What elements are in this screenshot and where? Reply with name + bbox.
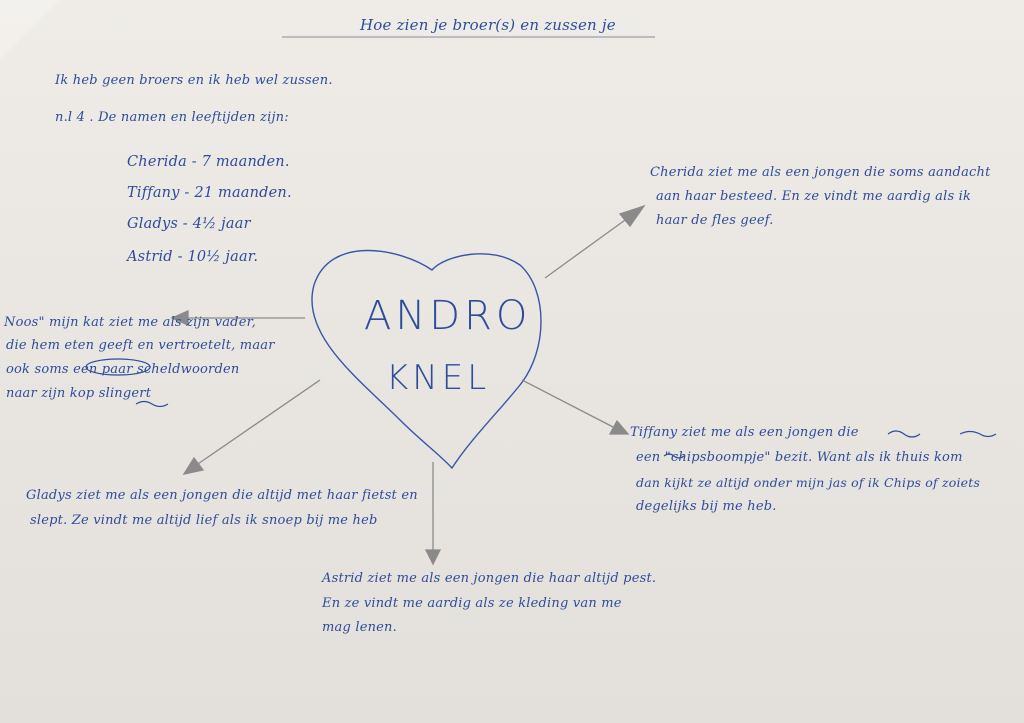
note-gladys-line-2: slept. Ze vindt me altijd lief als ik snoep bij me heb [30, 513, 378, 528]
note-tiffany-line-4: degelijks bij me heb. [636, 499, 777, 514]
arrow-gladys [184, 380, 320, 474]
note-cherida-line-1: Cherida ziet me als een jongen die soms aandacht [650, 165, 991, 180]
intro-line-2: n.l 4 . De namen en leeftijden zijn: [55, 110, 289, 125]
note-astrid-line-1: Astrid ziet me als een jongen die haar altijd pest. [322, 571, 657, 586]
arrow-astrid [426, 462, 440, 564]
note-noos-line-4: naar zijn kop slingert [6, 386, 152, 401]
heart-name-first: ANDRO [364, 293, 532, 339]
page-title: Hoe zien je broer(s) en zussen je [360, 16, 616, 34]
arrow-cherida [545, 206, 644, 278]
heart-name-last: KNEL [386, 358, 491, 398]
note-tiffany-line-1: Tiffany ziet me als een jongen die [630, 425, 859, 440]
arrow-tiffany [522, 380, 628, 434]
note-noos-line-3: ook soms een paar scheldwoorden [6, 362, 240, 377]
sibling-tiffany: Tiffany - 21 maanden. [127, 185, 292, 201]
sibling-astrid: Astrid - 10½ jaar. [127, 249, 259, 265]
intro-line-1: Ik heb geen broers en ik heb wel zussen. [55, 73, 333, 88]
note-astrid-line-3: mag lenen. [322, 620, 397, 635]
note-noos-line-1: Noos" mijn kat ziet me als zijn vader, [4, 315, 256, 330]
note-cherida-line-2: aan haar besteed. En ze vindt me aardig als ik [656, 189, 972, 204]
note-gladys-line-1: Gladys ziet me als een jongen die altijd met haar fietst en [26, 488, 418, 503]
note-noos-line-2: die hem eten geeft en vertroetelt, maar [6, 338, 275, 353]
note-cherida-line-3: haar de fles geef. [656, 213, 774, 228]
note-tiffany-line-3: dan kijkt ze altijd onder mijn jas of ik Chips of zoiets [636, 475, 981, 490]
note-tiffany-line-2: een "chipsboompje" bezit. Want als ik thuis kom [636, 450, 963, 465]
sibling-gladys: Gladys - 4½ jaar [127, 216, 251, 232]
note-astrid-line-2: En ze vindt me aardig als ze kleding van me [322, 596, 622, 611]
sibling-cherida: Cherida - 7 maanden. [127, 154, 290, 170]
